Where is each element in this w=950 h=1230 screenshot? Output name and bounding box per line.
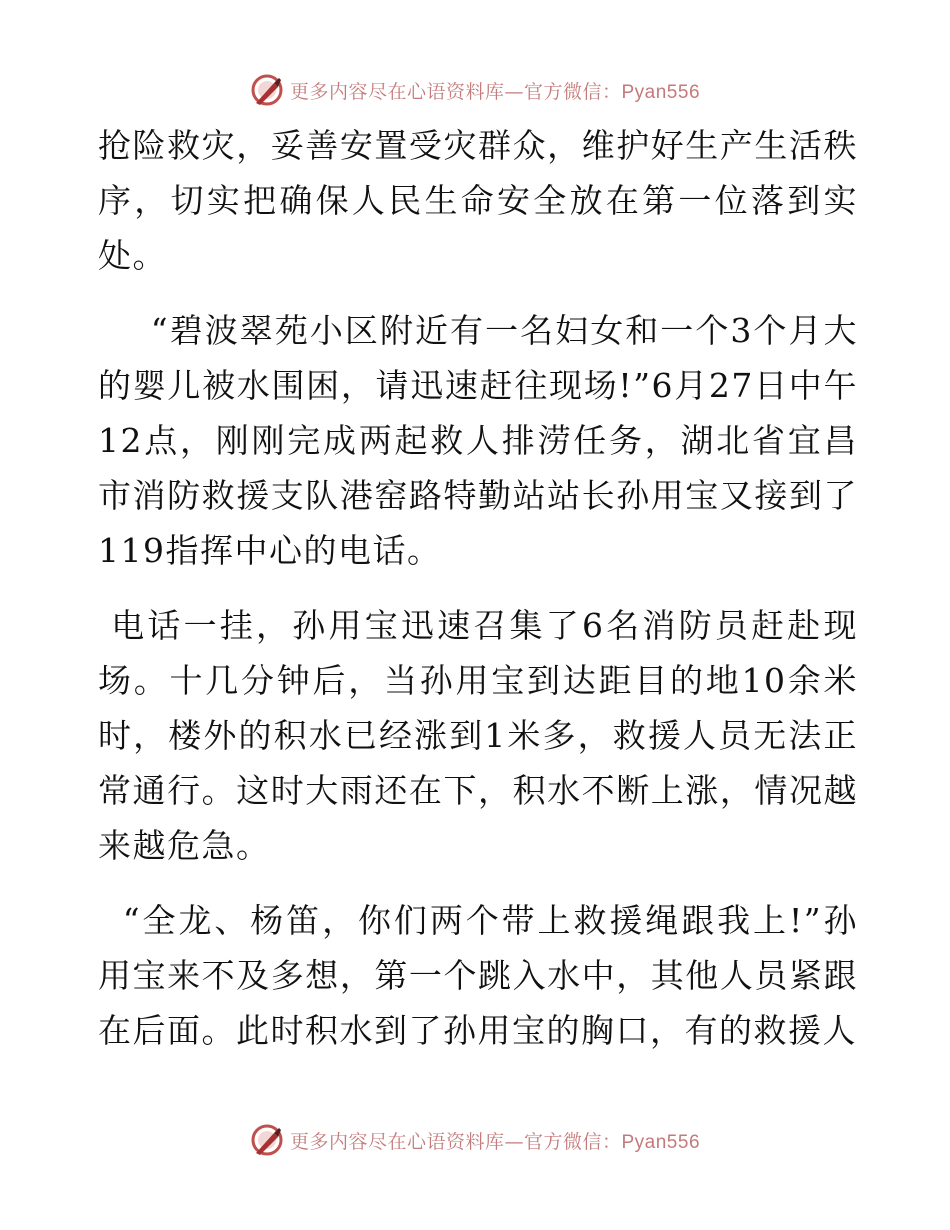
paragraph-1: 抢险救灾，妥善安置受灾群众，维护好生产生活秩序，切实把确保人民生命安全放在第一位落到实处。 <box>98 126 858 275</box>
watermark-wechat-id: Pyan556 <box>621 1131 701 1153</box>
watermark-text <box>290 77 700 104</box>
watermark-wechat-id: Pyan556 <box>621 81 701 103</box>
paragraph-4: “全龙、杨笛，你们两个带上救援绳跟我上!”孙用宝来不及多想，第一个跳入水中，其他人员紧跟在后面。此时积水到了孙用宝的胸口，有的救援人 <box>98 901 858 1050</box>
watermark-wechat-label: 官方微信： <box>523 1130 622 1153</box>
watermark-wechat-label: 官方微信： <box>523 80 622 103</box>
watermark-banner-bottom <box>0 1120 950 1160</box>
watermark-site-text: 更多内容尽在心语资料库 <box>289 1130 505 1153</box>
article-body <box>98 118 858 1078</box>
pen-logo-icon <box>250 1123 284 1157</box>
watermark-text <box>290 1127 700 1154</box>
pen-logo-icon <box>250 73 284 107</box>
watermark-site-text: 更多内容尽在心语资料库 <box>289 80 505 103</box>
watermark-separator: — <box>504 1130 524 1153</box>
paragraph-3: 电话一挂，孙用宝迅速召集了6名消防员赶赴现场。十几分钟后，当孙用宝到达距目的地10余米时，楼外的积水已经涨到1米多，救援人员无法正常通行。这时大雨还在下，积水不断上涨，情况越来越危急。 <box>98 606 858 865</box>
watermark-banner-top <box>0 70 950 110</box>
watermark-separator: — <box>504 80 524 103</box>
paragraph-2: “碧波翠苑小区附近有一名妇女和一个3个月大的婴儿被水围困，请迅速赶往现场!”6月27日中午12点，刚刚完成两起救人排涝任务，湖北省宜昌市消防救援支队港窑路特勤站站长孙用宝又接到了119指挥中心的电话。 <box>98 311 858 570</box>
